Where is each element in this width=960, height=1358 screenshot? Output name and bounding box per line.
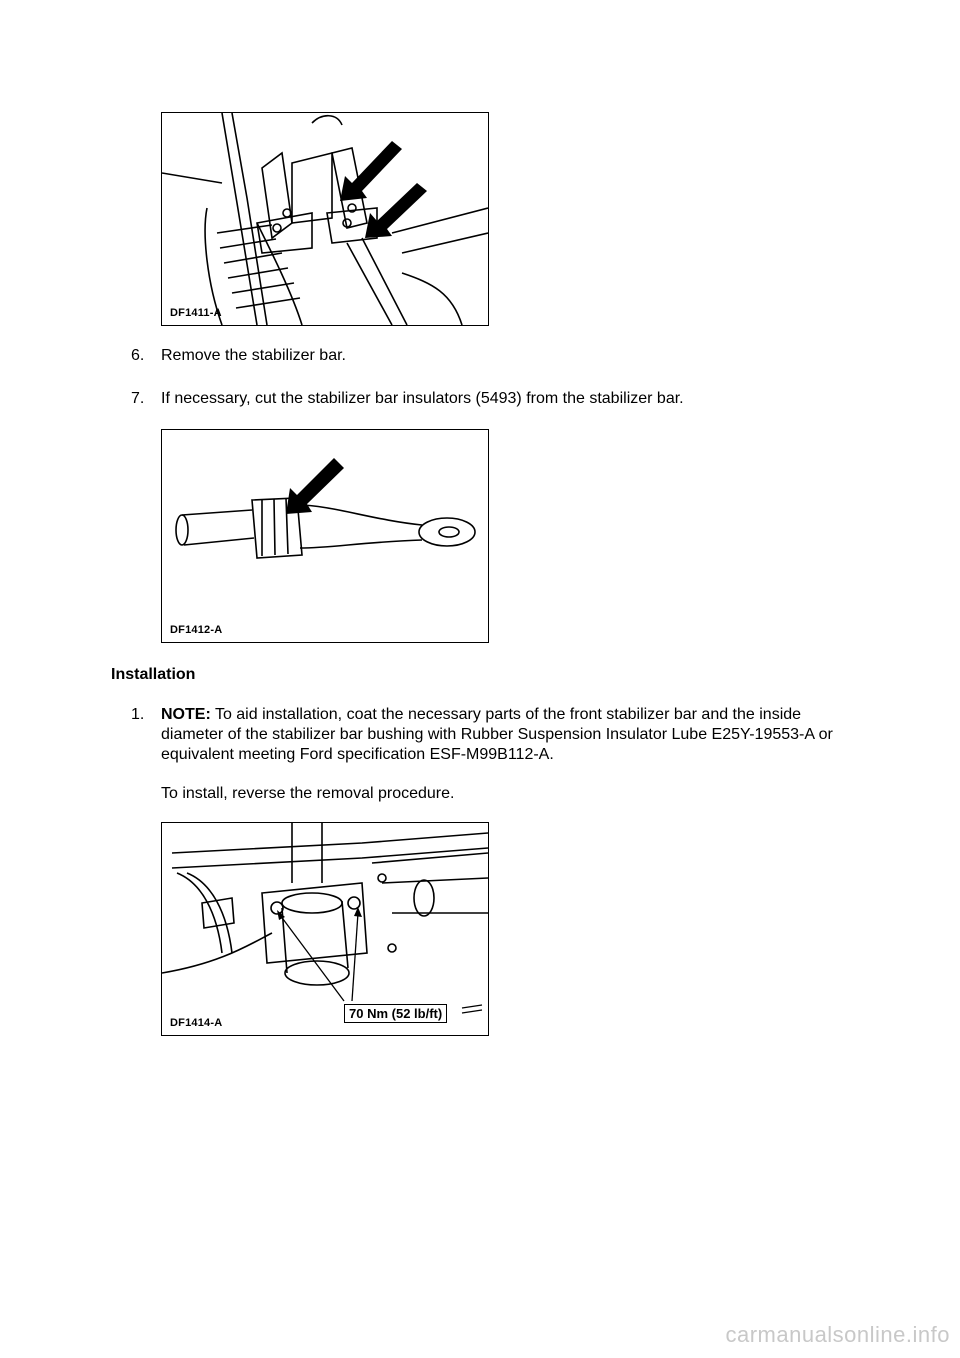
figure-df1412 bbox=[161, 429, 489, 643]
stabilizer-bracket-illustration bbox=[162, 113, 488, 325]
step-number: 6. bbox=[131, 347, 145, 364]
figure-label: DF1412-A bbox=[170, 624, 223, 636]
step-number: 1. bbox=[131, 706, 145, 723]
figure-df1414 bbox=[161, 822, 489, 1036]
section-heading: Installation bbox=[111, 666, 196, 683]
stabilizer-insulator-illustration bbox=[162, 430, 488, 642]
step-text: If necessary, cut the stabilizer bar insulators (5493) from the stabilizer bar. bbox=[161, 390, 684, 407]
step-number: 7. bbox=[131, 390, 145, 407]
torque-callout: 70 Nm (52 lb/ft) bbox=[344, 1004, 447, 1023]
figure-label: DF1411-A bbox=[170, 307, 222, 319]
figure-label: DF1414-A bbox=[170, 1017, 223, 1029]
note-text: To aid installation, coat the necessary parts of the front stabilizer bar and the inside diameter of the stabilizer bar bushing with Rubber Suspension Insulator Lube E25Y-19553-A or equivalent meeting Ford specification ESF-M99B112-A. bbox=[161, 706, 833, 763]
note-label: NOTE: bbox=[161, 706, 211, 723]
figure-df1411 bbox=[161, 112, 489, 326]
step-text: Remove the stabilizer bar. bbox=[161, 347, 346, 364]
watermark: carmanualsonline.info bbox=[725, 1322, 950, 1347]
step-text: To install, reverse the removal procedure. bbox=[161, 785, 455, 802]
step-note bbox=[161, 705, 861, 765]
